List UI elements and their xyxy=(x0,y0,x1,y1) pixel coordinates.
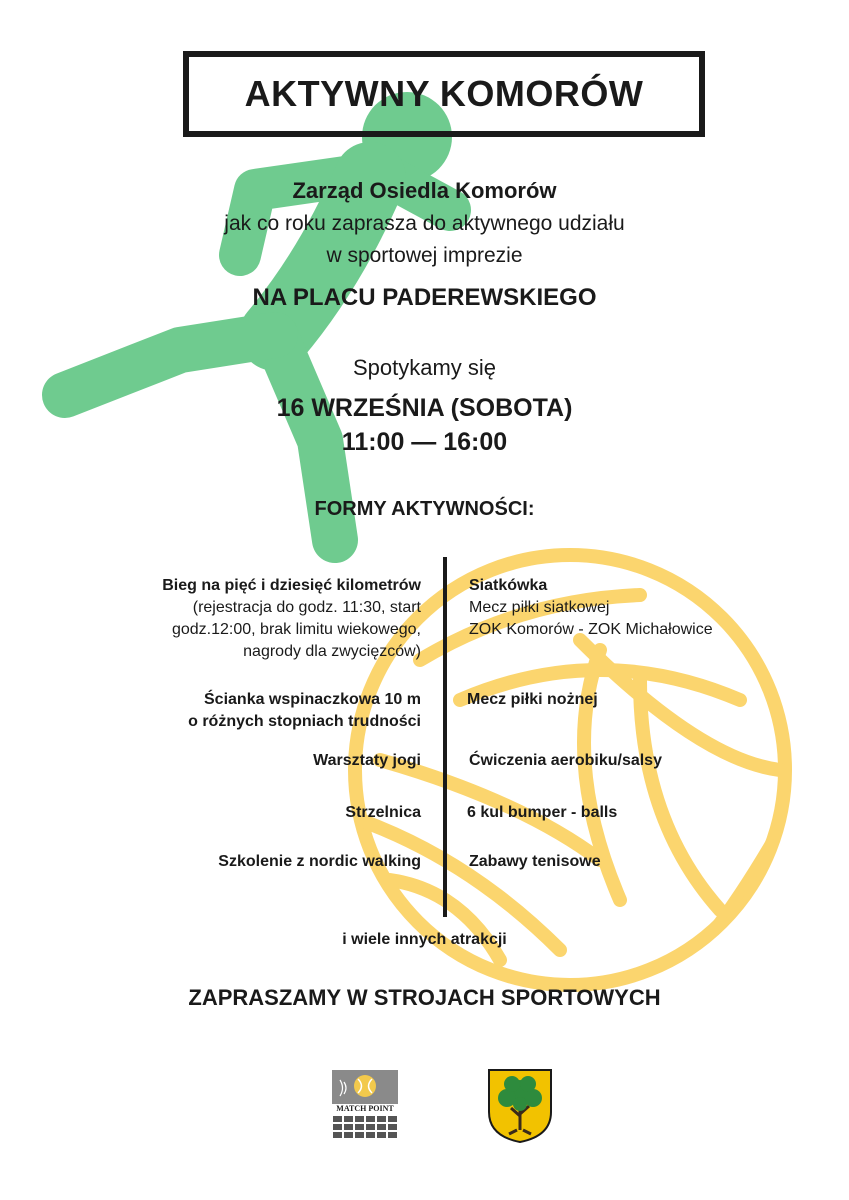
volley-detail-2: ZOK Komorów - ZOK Michałowice xyxy=(469,621,713,638)
activity-tennis: Zabawy tenisowe xyxy=(469,853,601,870)
activity-nordic: Szkolenie z nordic walking xyxy=(218,853,421,870)
closing-slogan: ZAPRASZAMY W STROJACH SPORTOWYCH xyxy=(188,985,661,1010)
activity-climb xyxy=(188,689,421,733)
run-title: Bieg na pięć i dziesięć kilometrów xyxy=(162,577,421,594)
event-date: 16 WRZEŚNIA (SOBOTA) xyxy=(276,394,573,422)
invite-line-1: jak co roku zaprasza do aktywnego udziału xyxy=(224,212,625,235)
activity-aerobics: Ćwiczenia aerobiku/salsy xyxy=(469,752,662,769)
place: NA PLACU PADEREWSKIEGO xyxy=(252,284,597,311)
activity-run xyxy=(162,575,421,663)
match-point-logo xyxy=(332,1070,398,1140)
poster-title: AKTYWNY KOMORÓW xyxy=(244,73,644,114)
run-detail-1: (rejestracja do godz. 11:30, start xyxy=(192,599,421,616)
volley-title: Siatkówka xyxy=(469,577,548,594)
climb-line-1: Ścianka wspinaczkowa 10 m xyxy=(204,691,421,708)
activity-volleyball xyxy=(469,575,713,641)
activity-shooting: Strzelnica xyxy=(345,804,421,821)
organizer: Zarząd Osiedla Komorów xyxy=(292,178,557,203)
volley-detail-1: Mecz piłki siatkowej xyxy=(469,599,610,616)
activity-football: Mecz piłki nożnej xyxy=(467,691,598,708)
activity-bumper: 6 kul bumper - balls xyxy=(467,804,618,821)
match-point-text: MATCH POINT xyxy=(336,1104,394,1113)
column-divider xyxy=(443,557,447,917)
run-detail-2: godz.12:00, brak limitu wiekowego, xyxy=(171,621,421,638)
coat-of-arms-logo xyxy=(487,1068,553,1144)
meet-text: Spotykamy się xyxy=(352,355,497,380)
more-attractions: i wiele innych atrakcji xyxy=(342,931,507,948)
activity-yoga: Warsztaty jogi xyxy=(313,752,421,769)
forms-heading: FORMY AKTYWNOŚCI: xyxy=(314,498,535,520)
invite-line-2: w sportowej imprezie xyxy=(326,244,523,267)
run-detail-3: nagrody dla zwycięzców) xyxy=(243,643,421,660)
event-time: 11:00 — 16:00 xyxy=(341,428,508,456)
climb-line-2: o różnych stopniach trudności xyxy=(188,713,421,730)
